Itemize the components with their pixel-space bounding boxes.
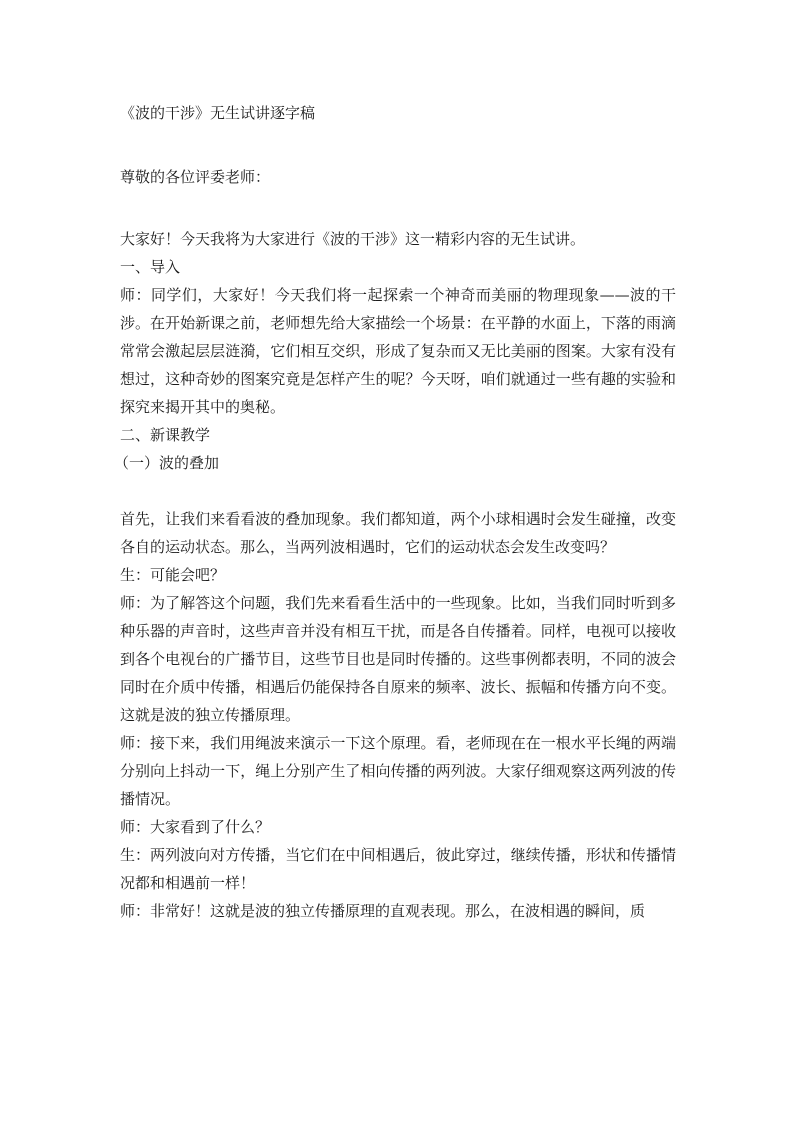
section-heading-introduction: 一、导入: [120, 258, 181, 276]
subsection-heading-wave-superposition: （一）波的叠加: [114, 454, 220, 472]
paragraph-gap: [120, 477, 676, 505]
paragraph: 师：接下来，我们用绳波来演示一下这个原理。看，老师现在在一根水平长绳的两端分别向上抖动一下，绳上分别产生了相向传播的两列波。大家仔细观察这两列波的传播情况。: [120, 734, 676, 808]
paragraph: 师：大家看到了什么？: [120, 818, 271, 836]
paragraph: 师：为了解答这个问题，我们先来看看生活中的一些现象。比如，当我们同时听到多种乐器的声音时，这些声音并没有相互干扰，而是各自传播着。同样，电视可以接收到各个电视台的广播节目，这些节目也是同时传播的。这些事例都表明，不同的波会同时在介质中传播，相遇后仍能保持各自原来的频率、波长、振幅和传播方向不变。这就是波的独立传播原理。: [120, 594, 676, 724]
paragraph: 生：两列波向对方传播，当它们在中间相遇后，彼此穿过，继续传播，形状和传播情况都和相遇前一样！: [120, 846, 676, 892]
section-heading-new-lesson: 二、新课教学: [120, 426, 211, 444]
paragraph: 师：非常好！这就是波的独立传播原理的直观表现。那么，在波相遇的瞬间，质: [120, 902, 646, 920]
document-body: [114, 97, 676, 925]
document-title: 《波的干涉》无生试讲逐字稿: [120, 104, 316, 122]
paragraph: 生：可能会吧？: [120, 566, 226, 584]
salutation: 尊敬的各位评委老师：: [120, 168, 271, 186]
paragraph: 首先，让我们来看看波的叠加现象。我们都知道，两个小球相遇时会发生碰撞，改变各自的运动状态。那么，当两列波相遇时，它们的运动状态会发生改变吗？: [120, 510, 676, 556]
introduction-paragraph: 师：同学们，大家好！今天我们将一起探索一个神奇而美丽的物理现象——波的干涉。在开始新课之前，老师想先给大家描绘一个场景：在平静的水面上，下落的雨滴常常会激起层层涟漪，它们相互交织，形成了复杂而又无比美丽的图案。大家有没有想过，这种奇妙的图案究竟是怎样产生的呢？今天呀，咱们就通过一些有趣的实验和探究来揭开其中的奥秘。: [120, 286, 676, 416]
intro-paragraph: 大家好！今天我将为大家进行《波的干涉》这一精彩内容的无生试讲。: [120, 230, 586, 248]
